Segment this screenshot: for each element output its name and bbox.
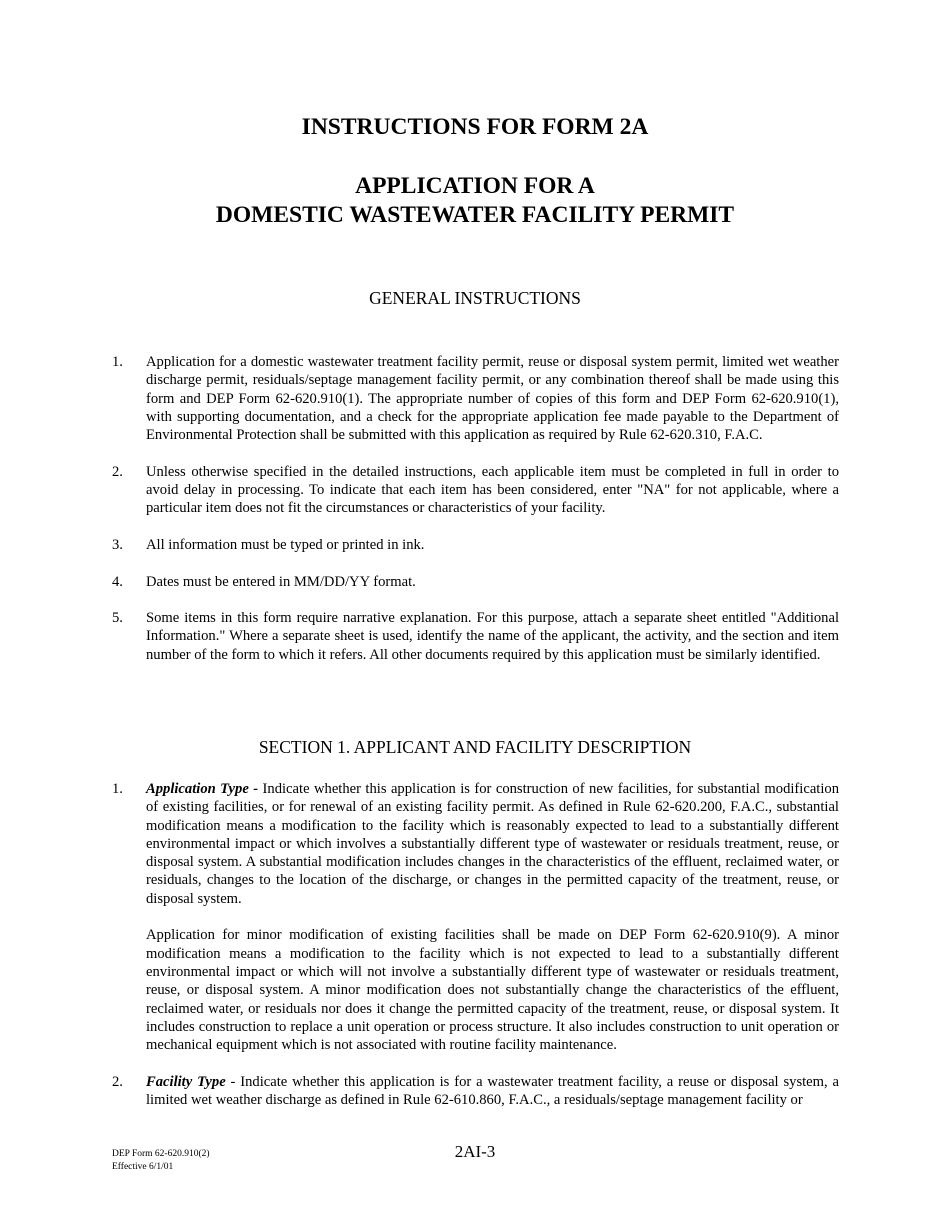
item-text: Some items in this form require narrative explanation. For this purpose, attach a separate sheet entitled "Additional Information." Where a separate sheet is used, identify the name of the applicant, the activity, and the section and item number of the form to which it refers. All other documents required by this application must be similarly identified. bbox=[146, 610, 839, 663]
form-number: DEP Form 62-620.910(2) bbox=[112, 1149, 210, 1159]
item-text: All information must be typed or printed in ink. bbox=[146, 536, 425, 553]
item-lead: Facility Type bbox=[146, 1073, 226, 1090]
effective-date: Effective 6/1/01 bbox=[112, 1161, 174, 1172]
list-item bbox=[112, 463, 839, 518]
document-title: INSTRUCTIONS FOR FORM 2A bbox=[301, 114, 649, 140]
section-1-list bbox=[112, 780, 839, 1128]
item-paragraph: Application for minor modification of existing facilities shall be made on DEP Form 62-620.910(9). A minor modification means a modification to the facility which is not expected to lead to a substantially different environmental impact or which will not involve a substantially different type of wastewater or residuals treatment, reuse, or disposal system. A minor modification does not substantially change the characteristics of the effluent, reclaimed water, or residuals nor does it change the permitted capacity of the treatment, reuse, or disposal system. It includes construction to replace a unit operation or process structure. It also includes construction to unit operation or mechanical equipment which is not associated with routine facility maintenance. bbox=[146, 927, 839, 1054]
item-number: 3. bbox=[112, 536, 123, 553]
item-number: 2. bbox=[112, 463, 123, 480]
list-item bbox=[112, 780, 839, 1054]
item-number: 5. bbox=[112, 610, 123, 627]
item-number: 2. bbox=[112, 1073, 123, 1090]
item-text: Dates must be entered in MM/DD/YY format. bbox=[146, 573, 416, 590]
item-lead: Application Type - bbox=[146, 781, 259, 797]
general-instructions-heading: GENERAL INSTRUCTIONS bbox=[369, 288, 581, 308]
subtitle-line-1: APPLICATION FOR A bbox=[355, 173, 595, 199]
item-number: 1. bbox=[112, 354, 123, 370]
item-number: 4. bbox=[112, 573, 123, 590]
item-text: Unless otherwise specified in the detailed instructions, each applicable item must be completed in full in order to avoid delay in processing. To indicate that each item has been considered, enter "NA" for not applicable, where a particular item does not fit the circumstances or characteristics of your facility. bbox=[146, 463, 839, 517]
item-text: Indicate whether this application is for construction of new facilities, for substantial modification of existing facilities, or for renewal of an existing facility permit. As defined in Rule 62-620.200, F.A.C., substantial modification means a modification to the facility which is reasonably expected to lead to a substantially different environmental impact or which involves a substantially different type of wastewater or residuals treatment, reuse, or disposal system. A substantial modification includes changes in the characteristics of the effluent, reclaimed water, or residuals, changes to the location of the discharge, or changes in the permitted capacity of the treatment, reuse, or disposal system. bbox=[146, 781, 840, 907]
subtitle-line-2: DOMESTIC WASTEWATER FACILITY PERMIT bbox=[215, 202, 735, 228]
item-text: Application for a domestic wastewater treatment facility permit, reuse or disposal system permit, limited wet weather discharge permit, residuals/septage management facility permit, or any combination thereof shall be made using this form and DEP Form 62-620.910(1). The appropriate number of copies of this form and DEP Form 62-620.910(1), with supporting documentation, and a check for the appropriate application fee made payable to the Department of Environmental Protection shall be submitted with this application as required by Rule 62-620.310, F.A.C. bbox=[146, 354, 839, 444]
document-subtitle bbox=[0, 172, 950, 230]
general-instructions-list bbox=[112, 353, 839, 682]
list-item bbox=[112, 1073, 839, 1110]
list-item bbox=[112, 536, 839, 554]
page-number: 2AI-3 bbox=[454, 1142, 496, 1161]
list-item bbox=[112, 353, 839, 444]
item-text: - Indicate whether this application is for a wastewater treatment facility, a reuse or disposal system, a limited wet weather discharge as defined in Rule 62-610.860, F.A.C., a residuals/septage management facility or bbox=[146, 1073, 839, 1109]
item-number: 1. bbox=[112, 781, 123, 797]
list-item bbox=[112, 609, 839, 664]
section-1-heading: SECTION 1. APPLICANT AND FACILITY DESCRIPTION bbox=[258, 737, 692, 757]
list-item bbox=[112, 573, 839, 591]
